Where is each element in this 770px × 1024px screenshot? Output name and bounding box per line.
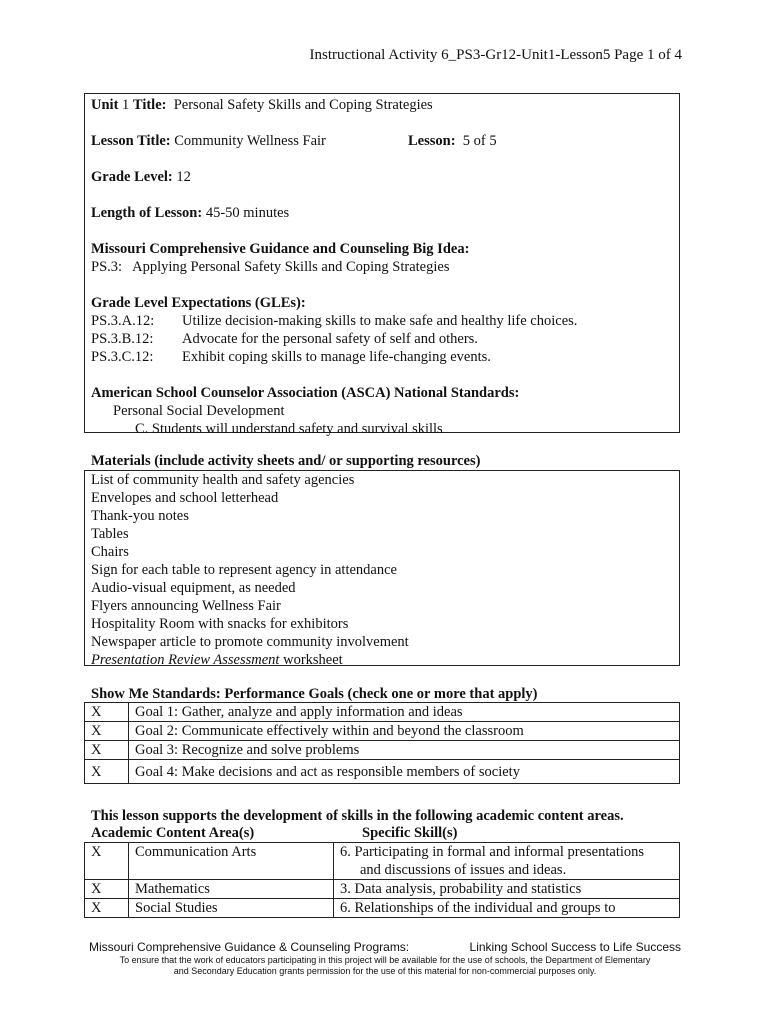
asca-standard: C. Students will understand safety and survival skills [135,421,443,437]
skill-cell [334,843,680,880]
list-item: Hospitality Room with snacks for exhibitors [91,616,349,632]
big-idea-label: Missouri Comprehensive Guidance and Counseling Big Idea: [91,241,470,257]
list-item: Sign for each table to represent agency in attendance [91,562,397,578]
unit-title-value: Personal Safety Skills and Coping Strategies [173,97,433,113]
skill-text: 6. Participating in formal and informal presentations [340,844,645,860]
area-mark: X [85,843,129,880]
table-row [85,741,680,760]
area-mark: X [85,899,129,918]
list-item: Tables [91,526,129,542]
big-idea-value: PS.3: Applying Personal Safety Skills and Coping Strategies [91,259,450,275]
academic-table [84,842,680,918]
asca-label: American School Counselor Association (ASCA) National Standards: [91,385,520,401]
gle-row [91,348,673,366]
materials-heading: Materials (include activity sheets and/ or supporting resources) [91,453,481,469]
lesson-title-line [91,132,673,150]
list-item: Chairs [91,544,129,560]
list-item: Envelopes and school letterhead [91,490,279,506]
grade-value: 12 [176,169,191,185]
asca-subheading: Personal Social Development [113,403,285,419]
area-name: Communication Arts [129,843,334,880]
area-name: Social Studies [129,899,334,918]
lesson-title-label: Lesson Title: [91,133,171,149]
title-label: Title: [132,97,167,113]
table-row [85,760,680,784]
lesson-title-value: Community Wellness Fair [174,133,326,149]
gle-text: Advocate for the personal safety of self and others. [182,331,478,347]
page-header: Instructional Activity 6_PS3-Gr12-Unit1-Lesson5 Page 1 of 4 [309,47,682,63]
skill-text: 6. Relationships of the individual and groups to [334,899,680,918]
table-row [85,899,680,918]
goal-mark: X [85,741,129,760]
list-item: Audio-visual equipment, as needed [91,580,296,596]
goal-mark: X [85,703,129,722]
unit-label: Unit [91,97,119,113]
gle-code: PS.3.C.12: [91,349,154,365]
unit-title-line [91,96,673,114]
gles-label: Grade Level Expectations (GLEs): [91,295,306,311]
table-row [85,703,680,722]
footer-note-line: and Secondary Education grants permission for the use of this material for non-commercial purposes only. [173,966,597,976]
materials-box [84,470,680,666]
lesson-value: 5 of 5 [462,133,497,149]
length-line [91,204,673,222]
area-column-header: Academic Content Area(s) [91,825,255,841]
grade-label: Grade Level: [91,169,173,185]
skill-text-cont: and discussions of issues and ideas. [360,862,567,878]
goal-mark: X [85,722,129,741]
footer-note-line: To ensure that the work of educators participating in this project will be available for the use of schools, the Department of Elementary [119,955,651,965]
grade-level-line [91,168,673,186]
gle-row [91,312,673,330]
unit-number: 1 [122,97,130,113]
list-item: List of community health and safety agencies [91,472,355,488]
list-item: Newspaper article to promote community involvement [91,634,409,650]
footer-left: Missouri Comprehensive Guidance & Counseling Programs: [89,940,410,954]
academic-intro: This lesson supports the development of skills in the following academic content areas. [91,808,624,824]
list-item [91,651,673,669]
table-row [85,880,680,899]
standards-heading: Show Me Standards: Performance Goals (check one or more that apply) [91,686,538,702]
goal-mark: X [85,760,129,784]
footer-right: Linking School Success to Life Success [469,940,681,954]
gle-text: Utilize decision-making skills to make safe and healthy life choices. [182,313,578,329]
unit-info-box [84,93,680,437]
table-row [85,722,680,741]
gle-text: Exhibit coping skills to manage life-changing events. [182,349,491,365]
worksheet-suffix: worksheet [279,652,343,668]
gle-code: PS.3.B.12: [91,331,154,347]
area-name: Mathematics [129,880,334,899]
goal-text: Goal 1: Gather, analyze and apply information and ideas [129,703,680,722]
goal-text: Goal 4: Make decisions and act as responsible members of society [129,760,680,784]
list-item: Flyers announcing Wellness Fair [91,598,281,614]
skill-column-header: Specific Skill(s) [362,825,458,841]
goal-text: Goal 3: Recognize and solve problems [129,741,680,760]
table-row [85,843,680,880]
gle-code: PS.3.A.12: [91,313,155,329]
worksheet-title: Presentation Review Assessment [91,652,280,668]
footer [89,938,681,956]
length-label: Length of Lesson: [91,205,203,221]
goals-table [84,702,680,784]
lesson-label: Lesson: [408,133,456,149]
goal-text: Goal 2: Communicate effectively within and beyond the classroom [129,722,680,741]
area-mark: X [85,880,129,899]
gle-row [91,330,673,348]
skill-text: 3. Data analysis, probability and statistics [334,880,680,899]
footer-note [84,955,686,977]
academic-column-headers [91,824,457,842]
length-value: 45-50 minutes [205,205,290,221]
list-item: Thank-you notes [91,508,189,524]
